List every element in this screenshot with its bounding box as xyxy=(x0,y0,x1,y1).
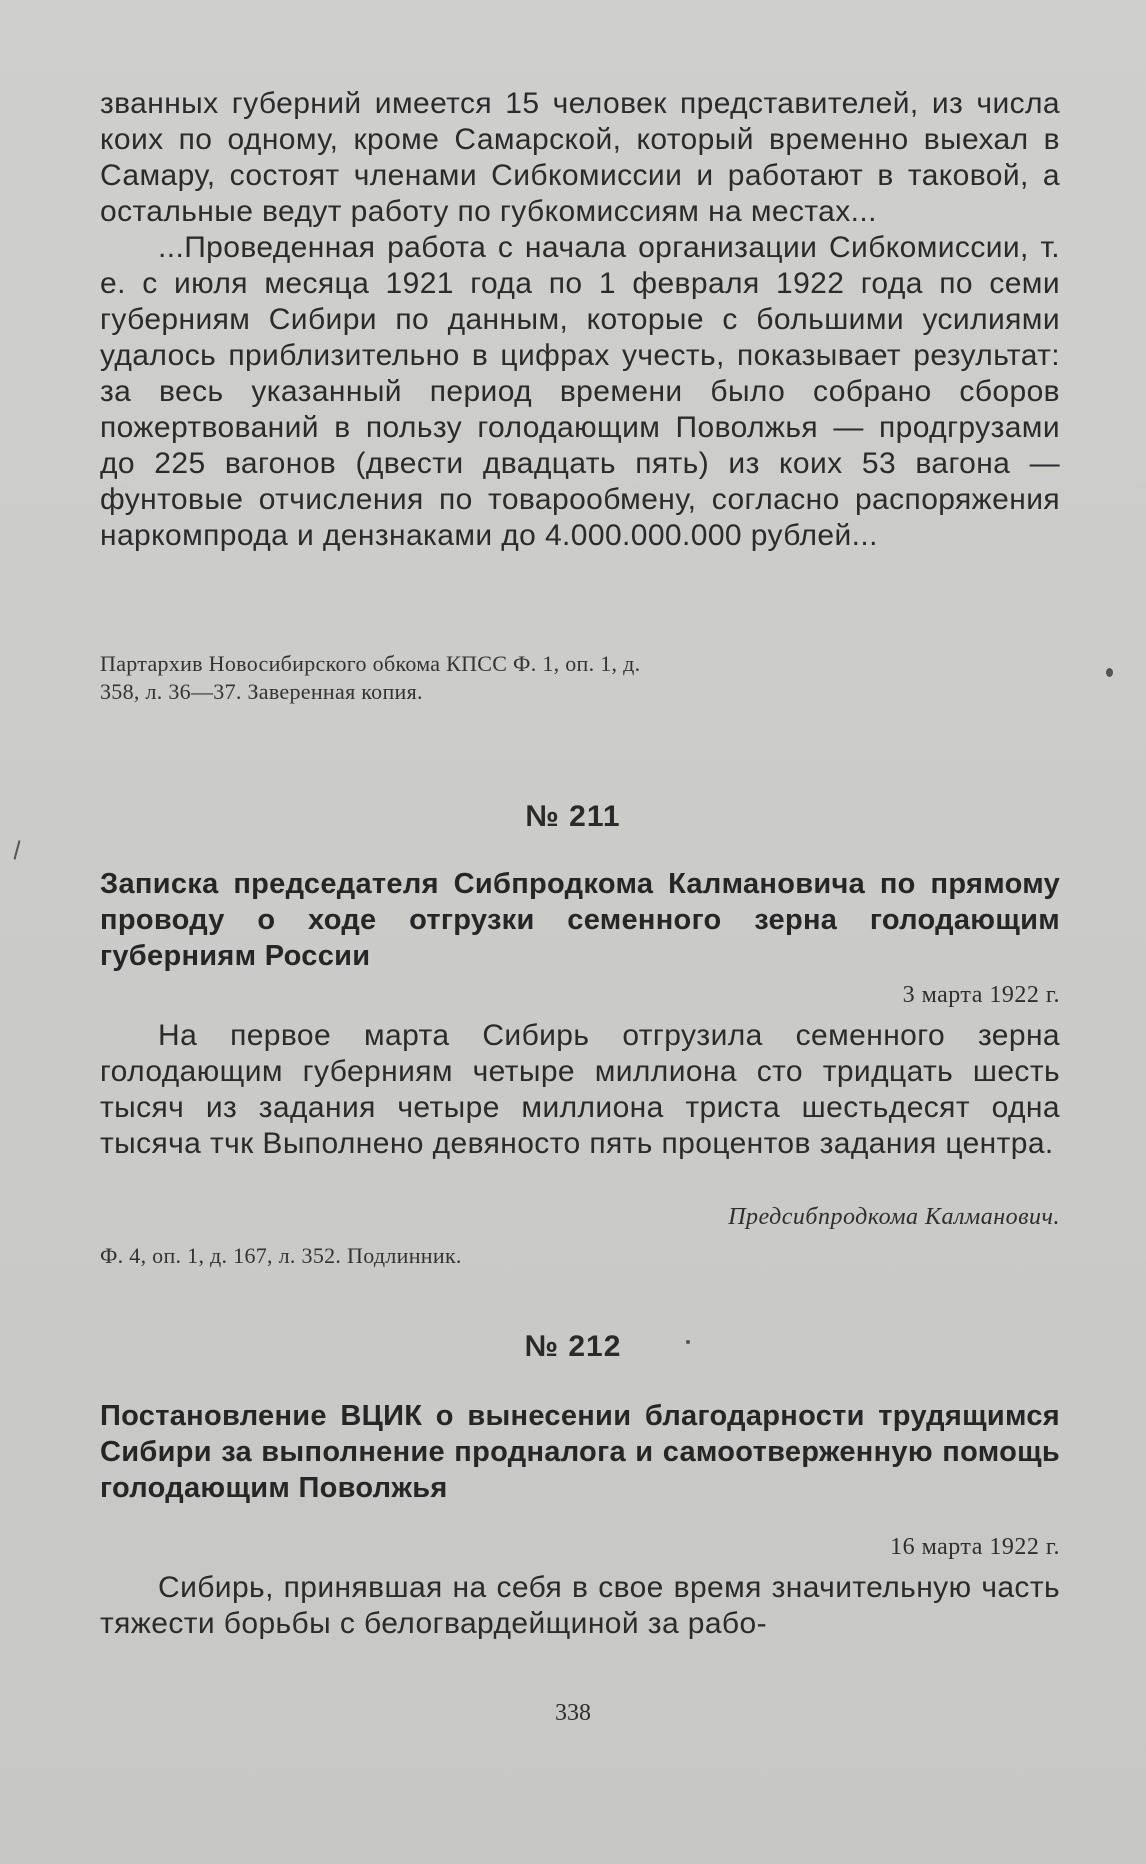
paragraph-continued: званных губерний имеется 15 человек представителей, из числа коих по одному, кроме Самарской, который временно выехал в Самару, состоят членами Сибкомиссии и работают в таковой, а остальные ведут работу по губкомиссиям на местах... xyxy=(100,87,1060,228)
archive-source-note: Партархив Новосибирского обкома КПСС Ф. 1, оп. 1, д. 358, л. 36—37. Заверенная копия. xyxy=(100,651,641,704)
signature-211: Предсибпродкома Калманович. xyxy=(728,1204,1060,1230)
continued-text-block xyxy=(100,86,1060,554)
document-date-212: 16 марта 1922 г. xyxy=(890,1534,1060,1560)
document-text-211 xyxy=(100,1018,1060,1162)
scan-speck xyxy=(1106,668,1113,677)
paragraph-results: ...Проведенная работа с начала организации Сибкомиссии, т. е. с июля месяца 1921 года по 1 февраля 1922 года по семи губерниям Сибири по данным, которые с большими усилиями удалось приблизительно в цифрах учесть, показывает результат: за весь указанный период времени было собрано сборов пожертвований в пользу голодающим Поволжья — продгрузами до 225 вагонов (двести двадцать пять) из коих 53 вагона — фунтовые отчисления по товарообмену, согласно распоряжения наркомпрода и дензнаками до 4.000.000.000 рублей... xyxy=(100,231,1060,552)
document-body-211: На первое марта Сибирь отгрузила семенного зерна голодающим губерниям четыре миллиона сто тридцать шесть тысяч из задания четыре миллиона триста шестьдесят одна тысяча тчк Выполнено девяносто пять процентов задания центра. xyxy=(100,1019,1060,1160)
document-body-212: Сибирь, принявшая на себя в свое время значительную часть тяжести борьбы с белогвардейщиной за рабо- xyxy=(100,1571,1060,1640)
scan-speck xyxy=(686,1340,690,1344)
document-number-212: № 212 xyxy=(524,1330,622,1363)
document-number-211: № 211 xyxy=(525,800,621,833)
archive-source-211: Ф. 4, оп. 1, д. 167, л. 352. Подлинник. xyxy=(100,1243,462,1268)
document-title-212: Постановление ВЦИК о вынесении благодарности трудящимся Сибири за выполнение продналога и самоотверженную помощь голодающим Поволжья xyxy=(100,1400,1060,1504)
document-date-211: 3 марта 1922 г. xyxy=(902,982,1060,1008)
page-number: 338 xyxy=(555,1700,591,1726)
scan-speck xyxy=(13,840,20,860)
document-text-212 xyxy=(100,1570,1060,1642)
document-title-211: Записка председателя Сибпродкома Калмановича по прямому проводу о ходе отгрузки семенного зерна голодающим губерниям России xyxy=(100,868,1060,972)
